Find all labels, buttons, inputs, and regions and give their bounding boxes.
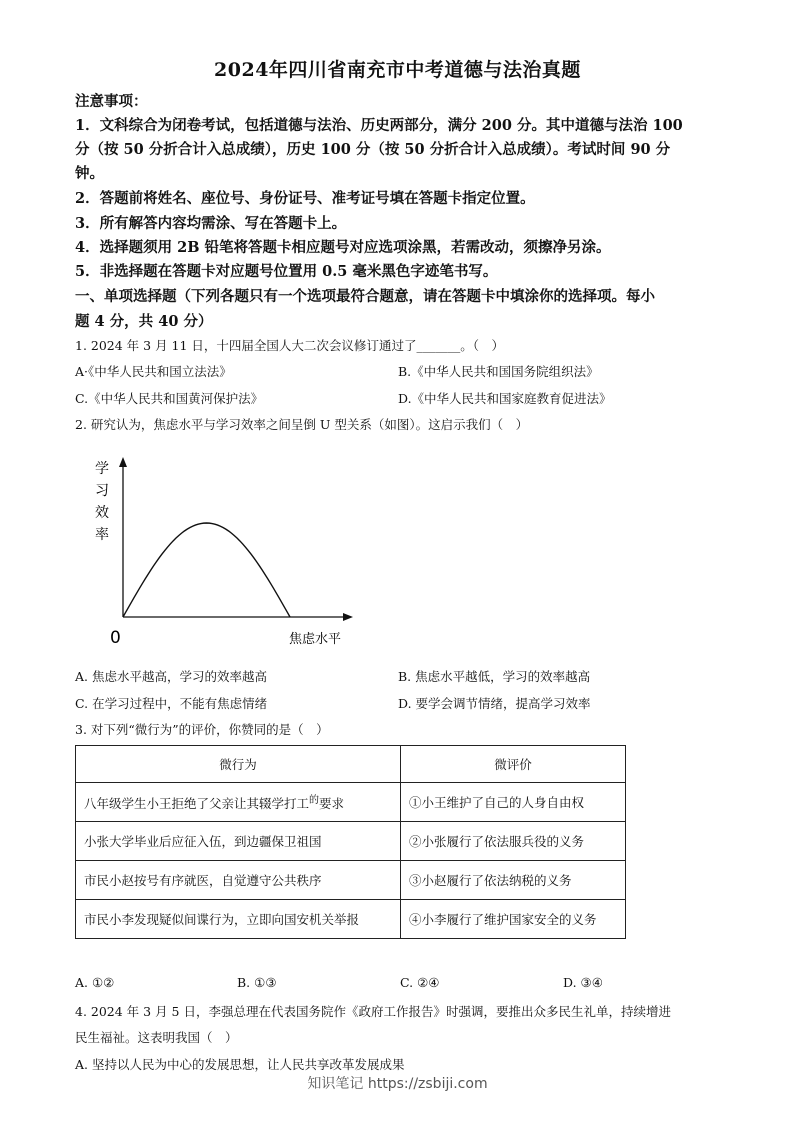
behavior-cell: 市民小赵按号有序就医，自觉遵守公共秩序 — [76, 861, 401, 900]
note-5: 5．非选择题在答题卡对应题号位置用 0.5 毫米黑色字迹笔书写。 — [75, 263, 498, 280]
page-title: 2024年四川省南充市中考道德与法治真题 — [214, 59, 581, 81]
q1-option-b: B.《中华人民共和国国务院组织法》 — [398, 364, 599, 379]
q1-option-d: D.《中华人民共和国家庭教育促进法》 — [398, 391, 612, 406]
q4-stem-cont: 民生福祉。这表明我国（ ） — [75, 1030, 238, 1045]
y-axis-arrow — [119, 457, 127, 467]
q3-option-b: B. ①③ — [237, 975, 277, 990]
q3-option-c: C. ②④ — [400, 975, 440, 990]
q1-stem: 1. 2024 年 3 月 11 日，十四届全国人大二次会议修订通过了_______。（ ） — [75, 338, 504, 353]
q3-option-a: A. ①② — [75, 975, 115, 990]
x-axis-label: 焦虑水平 — [289, 632, 342, 647]
table-row — [76, 861, 626, 900]
header-behavior: 微行为 — [76, 746, 401, 783]
q3-stem: 3. 对下列“微行为”的评价，你赞同的是（ ） — [75, 722, 329, 737]
efficiency-curve — [123, 523, 290, 617]
y-axis-label-2: 习 — [95, 483, 109, 499]
section-1-heading: 一、单项选择题（下列各题只有一个选项最符合题意，请在答题卡中填涂你的选择项。每小 — [75, 288, 655, 305]
y-axis-label-4: 率 — [95, 527, 109, 543]
note-3: 3．所有解答内容均需涂、写在答题卡上。 — [75, 215, 347, 232]
q2-option-a: A. 焦虑水平越高，学习的效率越高 — [75, 669, 267, 684]
evaluation-cell: ②小张履行了依法服兵役的义务 — [401, 822, 626, 861]
q2-option-c: C. 在学习过程中，不能有焦虑情绪 — [75, 696, 268, 711]
behavior-text: 八年级学生小王拒绝了父亲让其辍学打工 — [84, 796, 310, 812]
table-row — [76, 783, 626, 822]
note-1a: 1．文科综合为闭卷考试，包括道德与法治、历史两部分，满分 200 分。其中道德与法治 100 — [75, 117, 683, 134]
table-header-row — [76, 746, 626, 783]
table-row — [76, 900, 626, 939]
q4-stem: 4. 2024 年 3 月 5 日，李强总理在代表国务院作《政府工作报告》时强调，要推出众多民生礼单，持续增进 — [75, 1004, 671, 1019]
note-2: 2．答题前将姓名、座位号、身份证号、准考证号填在答题卡指定位置。 — [75, 190, 535, 207]
behavior-sup: 的 — [309, 795, 320, 807]
evaluation-cell: ④小李履行了维护国家安全的义务 — [401, 900, 626, 939]
anxiety-efficiency-chart — [85, 455, 375, 655]
behavior-tail: 要求 — [319, 796, 345, 812]
q2-stem: 2. 研究认为，焦虑水平与学习效率之间呈倒 U 型关系（如图）。这启示我们（ ） — [75, 417, 529, 432]
header-evaluation: 微评价 — [401, 746, 626, 783]
behavior-cell: 小张大学毕业后应征入伍，到边疆保卫祖国 — [76, 822, 401, 861]
table-row — [76, 822, 626, 861]
q4-option-a: A. 坚持以人民为中心的发展思想，让人民共享改革发展成果 — [75, 1057, 405, 1072]
y-axis-label-3: 效 — [95, 505, 109, 521]
q2-option-d: D. 要学会调节情绪，提高学习效率 — [398, 696, 591, 711]
y-axis-label-1: 学 — [95, 461, 109, 477]
x-axis-arrow — [343, 613, 353, 621]
q3-option-d: D. ③④ — [563, 975, 603, 990]
evaluation-cell: ①小王维护了自己的人身自由权 — [401, 783, 626, 822]
q2-option-b: B. 焦虑水平越低，学习的效率越高 — [398, 669, 591, 684]
q3-table — [75, 745, 626, 939]
behavior-cell — [76, 783, 401, 822]
behavior-cell: 市民小李发现疑似间谍行为，立即向国安机关举报 — [76, 900, 401, 939]
section-1-heading-cont: 题 4 分，共 40 分） — [75, 313, 213, 330]
note-1b: 分（按 50 分折合计入总成绩），历史 100 分（按 50 分折合计入总成绩）。考试时间 90 分 — [75, 141, 671, 158]
evaluation-cell: ③小赵履行了依法纳税的义务 — [401, 861, 626, 900]
q1-option-a: A·《中华人民共和国立法法》 — [75, 364, 232, 379]
q1-option-c: C.《中华人民共和国黄河保护法》 — [75, 391, 264, 406]
note-1c: 钟。 — [75, 165, 104, 182]
note-4: 4．选择题须用 2B 铅笔将答题卡相应题号对应选项涂黑，若需改动，须擦净另涂。 — [75, 239, 611, 256]
notes-heading: 注意事项： — [75, 93, 148, 110]
footer-watermark: 知识笔记 https://zsbiji.com — [307, 1076, 488, 1092]
origin-label: 0 — [110, 628, 121, 648]
